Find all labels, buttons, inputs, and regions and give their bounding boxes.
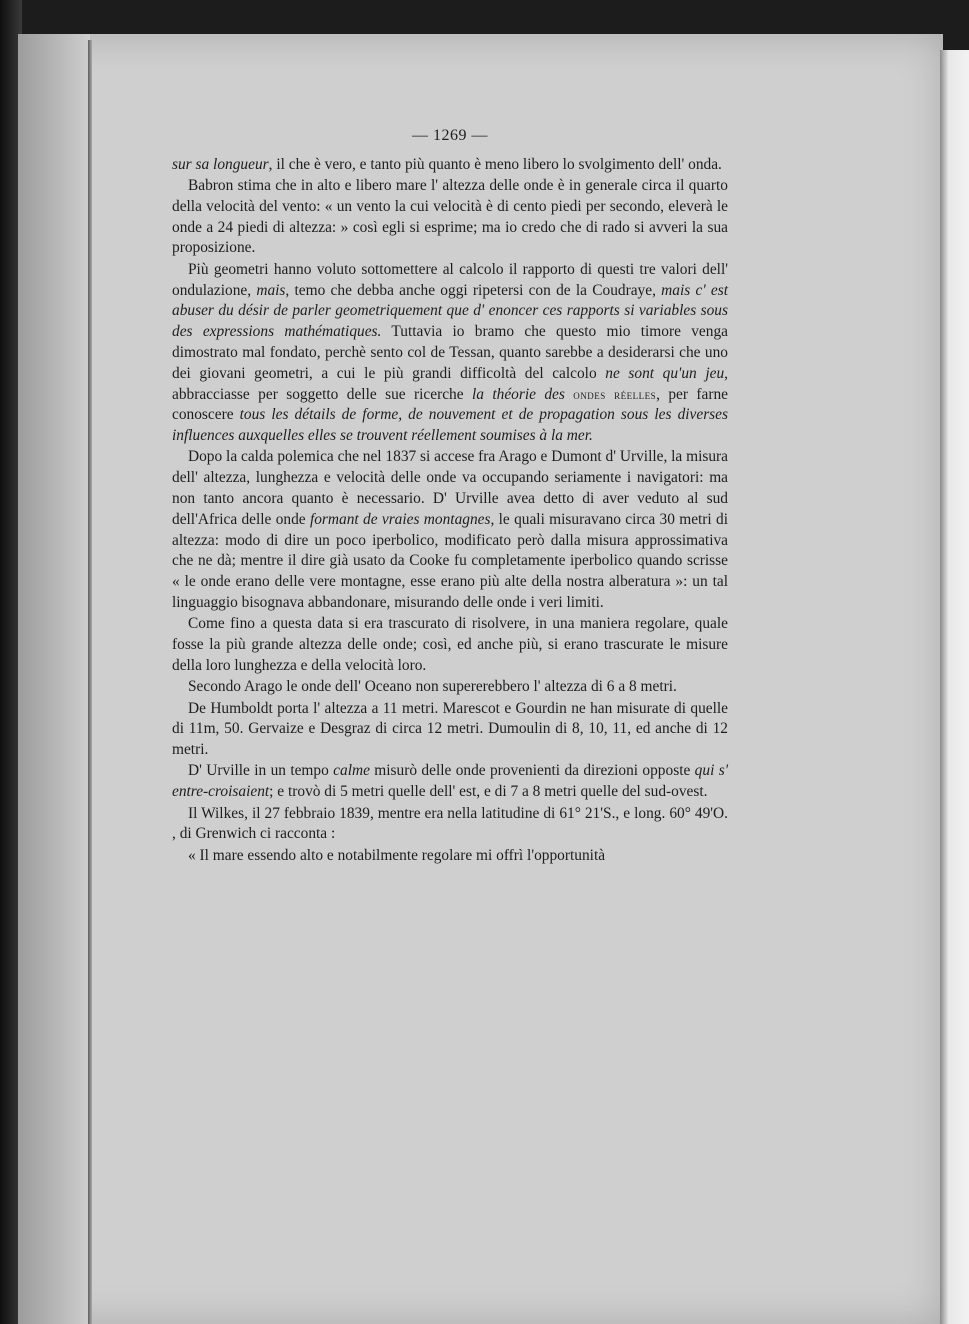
paragraph bbox=[172, 260, 728, 447]
italic-text: qui s' entre-croisaient bbox=[172, 762, 728, 801]
paragraph bbox=[172, 761, 728, 803]
italic-text: la théorie des bbox=[471, 385, 574, 403]
text-run: De Humboldt porta l' altezza a 11 metri. Marescot e Gourdin ne han misurate di quelle di 11m, 50. Gervaize e Desgraz di circa 12 metri. Dumoulin di 8, 10, 11, ed anche di 12 metri. bbox=[172, 699, 728, 759]
page-number: — 1269 — bbox=[412, 127, 488, 144]
paragraph bbox=[172, 447, 728, 613]
paragraph bbox=[172, 176, 728, 259]
text-run: Come fino a questa data si era trascurato di risolvere, in una maniera regolare, quale fosse la più grande altezza delle onde; così, ed anche più, si erano trascurate le misure della loro lunghezza e della velocità loro. bbox=[172, 615, 728, 674]
text-run: , il che è vero, e tanto più quanto è meno libero lo svolgimento dell' onda. bbox=[268, 155, 722, 173]
italic-text: ne sont qu'un jeu bbox=[605, 364, 725, 382]
paragraph bbox=[172, 155, 728, 176]
smallcaps-text: ondes réelles bbox=[573, 386, 657, 402]
page-right-edge bbox=[940, 50, 969, 1324]
text-run: , abbracciasse per soggetto delle sue ricerche bbox=[172, 364, 728, 403]
paragraph bbox=[172, 846, 728, 867]
page-gutter bbox=[18, 34, 90, 1324]
text-run: Dopo la calda polemica che nel 1837 si accese fra Arago e Dumont d' Urville, la misura dell' altezza, lunghezza e velocità delle onde va occupando seriamente i navigatori: ma non tanto ancora quanto è necessario. D' Urville avea detto di aver veduto al sud dell'Africa delle onde bbox=[172, 448, 728, 528]
text-run: D' Urville in un tempo bbox=[188, 762, 334, 780]
text-run: Babron stima che in alto e libero mare l' altezza delle onde è in generale circa il quarto della velocità del vento: « un vento la cui velocità è di cento piedi per secondo, eleverà le onde a 24 piedi di altezza: » così egli si esprime; ma io credo che di rado si avveri la sua proposizione. bbox=[172, 177, 728, 257]
paragraph bbox=[172, 804, 728, 846]
italic-text: mais bbox=[256, 281, 286, 299]
italic-text: formant de vraies montagnes bbox=[309, 510, 491, 528]
text-run: Il Wilkes, il 27 febbraio 1839, mentre era nella latitudine di 61° 21'S., e long. 60° 49'O. , di Grenwich ci racconta : bbox=[172, 804, 728, 843]
paragraph bbox=[172, 614, 728, 676]
text-run: misurò delle onde provenienti da direzioni opposte bbox=[369, 762, 695, 780]
page-fold bbox=[88, 40, 92, 1324]
page-text bbox=[172, 126, 728, 866]
italic-text: tous les détails de forme, de nouvement et de propagation sous les diverses influences auxquelles elles se trouvent réellement soumises à la mer. bbox=[172, 406, 728, 445]
body-text bbox=[172, 155, 728, 867]
italic-text: mais c' est abuser du désir de parler geometriquement que d' enoncer ces rapports si variables sous des expressions mathématiques. bbox=[172, 281, 728, 341]
text-run: Secondo Arago le onde dell' Oceano non supererebbero l' altezza di 6 a 8 metri. bbox=[188, 678, 677, 696]
text-run: « Il mare essendo alto e notabilmente regolare mi offrì l'opportunità bbox=[188, 846, 606, 864]
paragraph bbox=[172, 699, 728, 761]
paragraph bbox=[172, 677, 728, 698]
text-run: , le quali misuravano circa 30 metri di altezza: modo di dire un poco iperbolico, modificato però dalla misura approssimativa che ne dà; mentre il dire già usato da Cooke fu completamente iperbolico quando scrisse « le onde erano delle vere montagne, esse erano più alte della nostra alberatura »: un tal linguaggio bisognava abbandonare, misurando delle onde i veri limiti. bbox=[172, 510, 728, 612]
text-run: Tuttavia io bramo che questo mio timore venga dimostrato mal fondato, perchè sento col de Tessan, quanto sarebbe a desiderarsi che uno dei giovani geometri, a cui le più grandi difficoltà del calcolo bbox=[172, 323, 728, 382]
text-run: Più geometri hanno voluto sottomettere al calcolo il rapporto di questi tre valori dell' ondulazione, bbox=[172, 260, 728, 299]
text-run: , per farne conoscere bbox=[172, 385, 728, 424]
italic-text: sur sa longueur bbox=[172, 155, 269, 173]
italic-text: calme bbox=[333, 762, 370, 780]
text-run: ; e trovò di 5 metri quelle dell' est, e di 7 a 8 metri quelle del sud-ovest. bbox=[269, 783, 708, 801]
text-run: , temo che debba anche oggi ripetersi con de la Coudraye, bbox=[285, 281, 662, 299]
